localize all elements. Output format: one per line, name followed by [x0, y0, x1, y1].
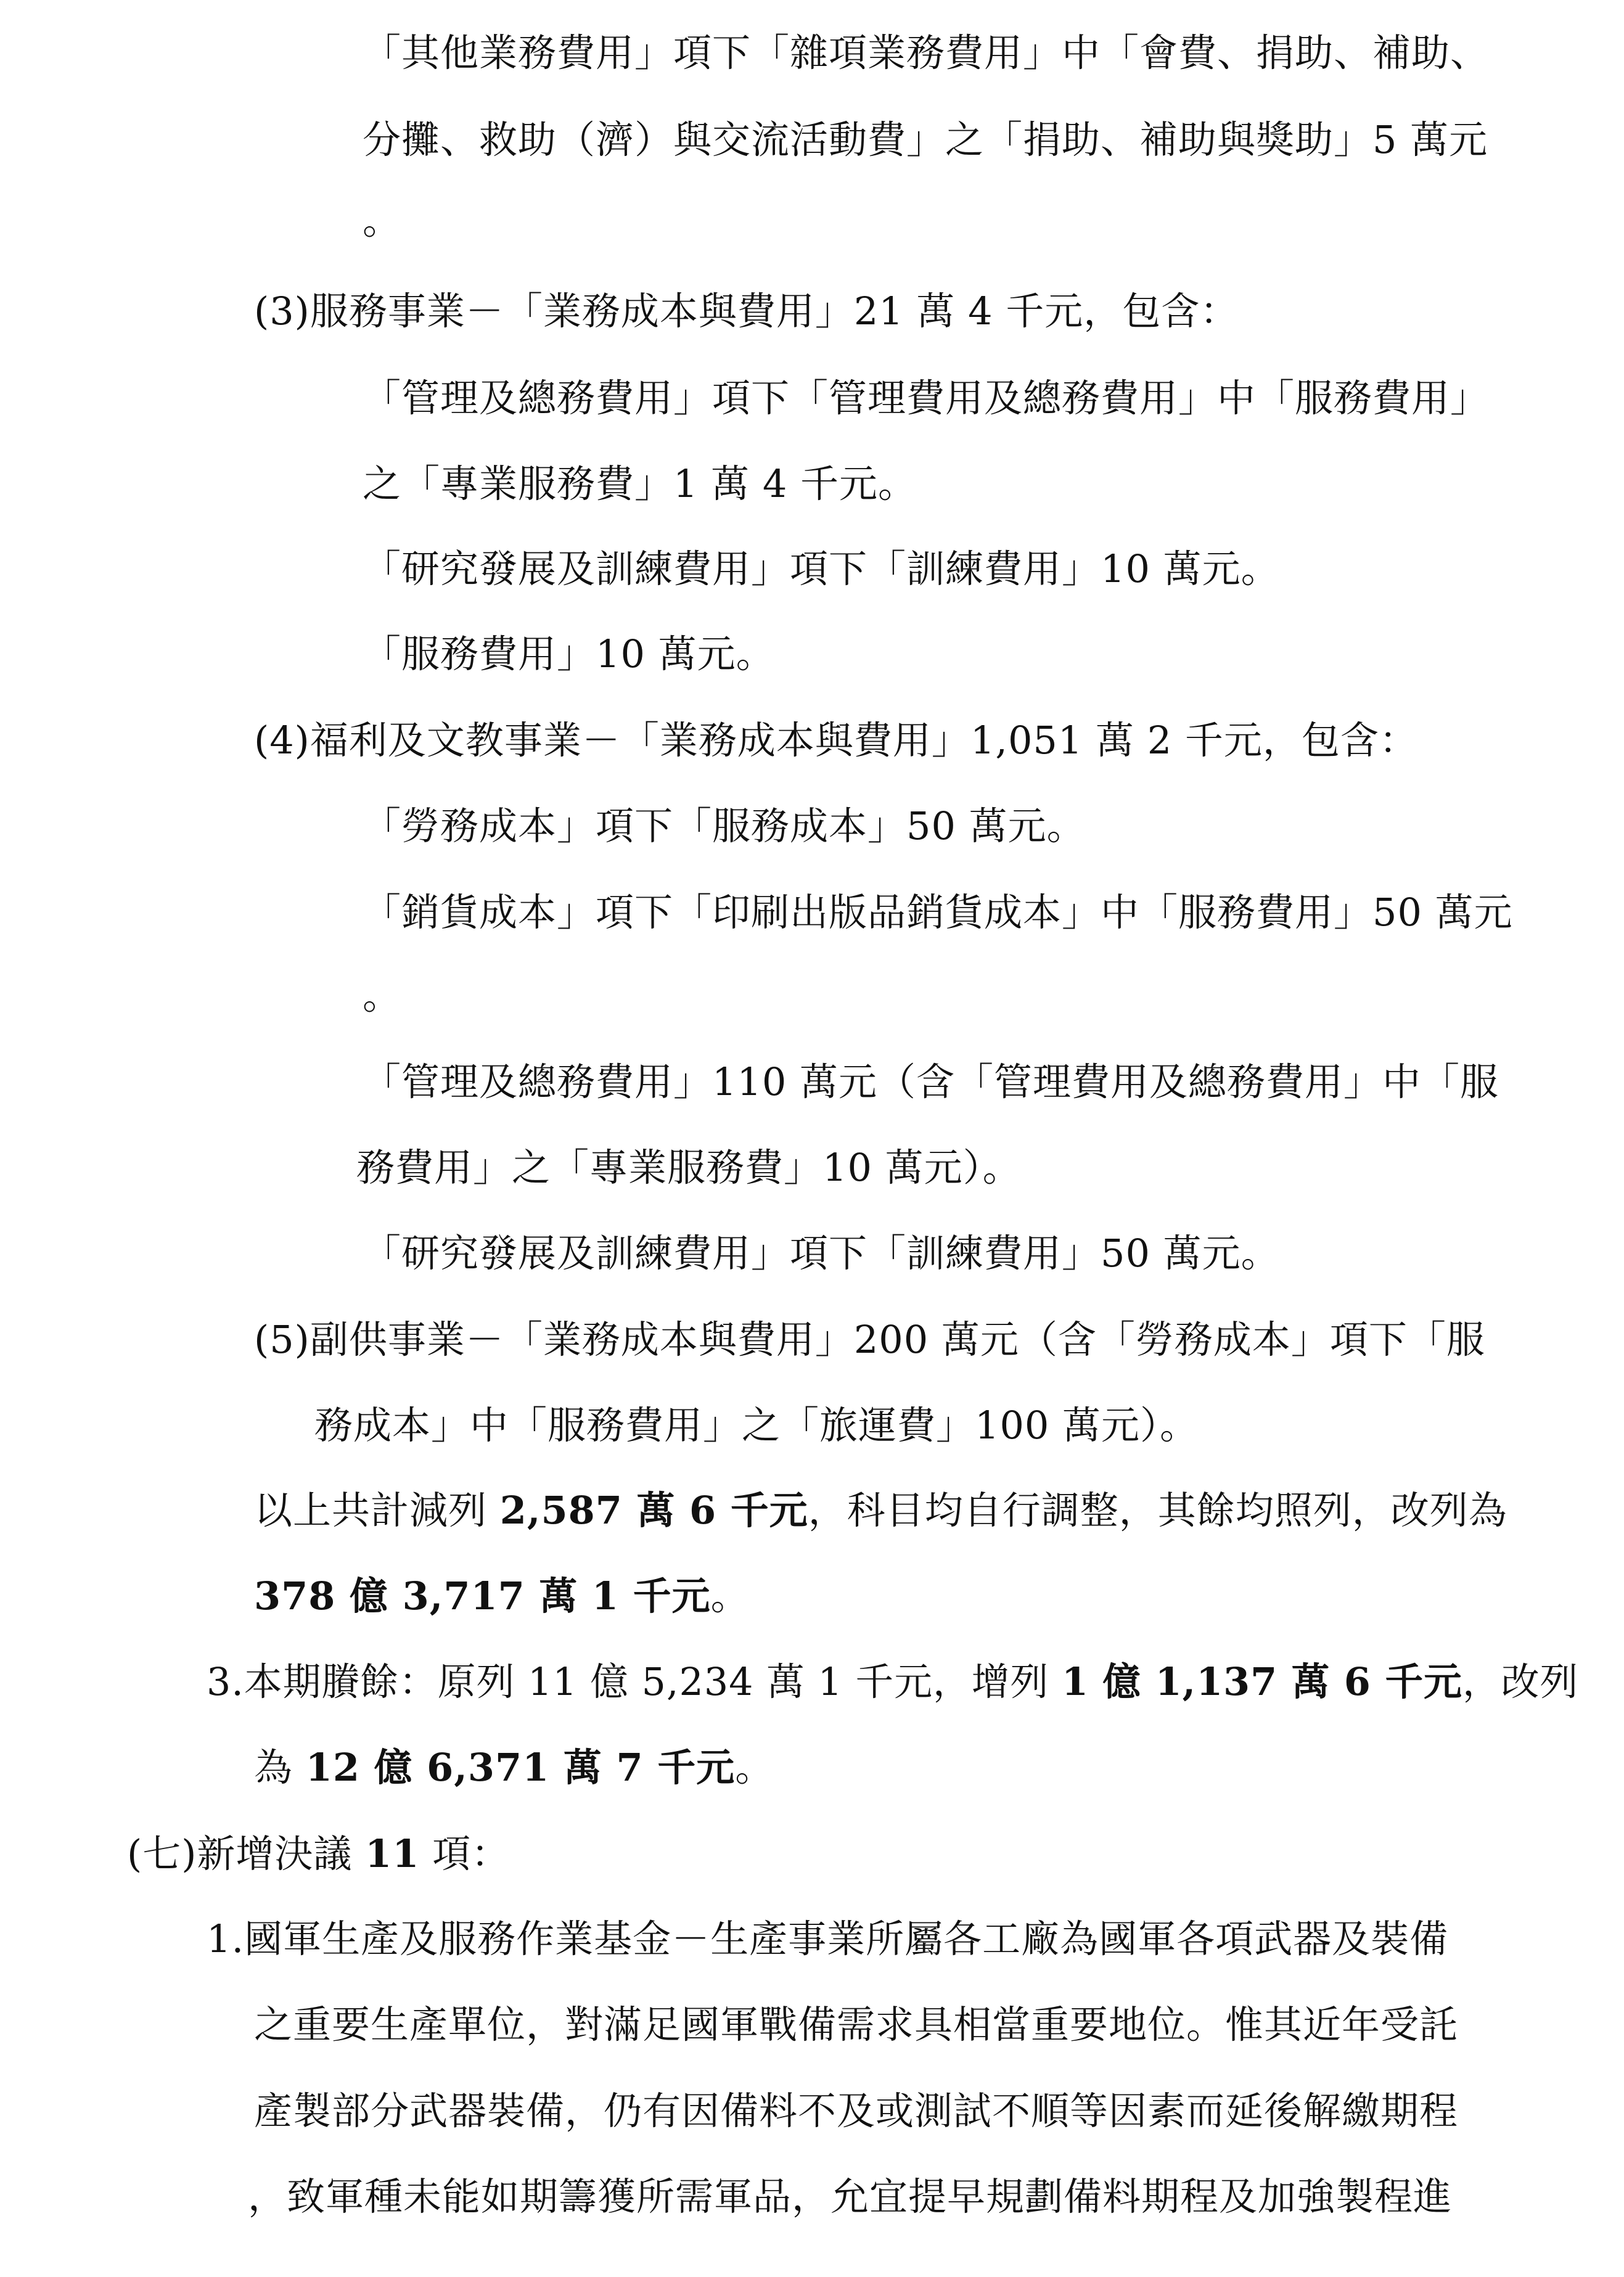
- item-5-heading: (5)副供事業－「業務成本與費用」200 萬元（含「勞務成本」項下「服: [254, 1317, 1485, 1362]
- resolutions-text: (七)新增決議: [127, 1831, 366, 1876]
- text-line-15: 「研究發展及訓練費用」項下「訓練費用」50 萬元。: [363, 1231, 1280, 1276]
- resolution-1-line-4: ，致軍種未能如期籌獲所需軍品，允宜提早規劃備料期程及加強製程進: [248, 2174, 1453, 2219]
- surplus-line-2: [254, 1743, 774, 1792]
- total-line-1: [254, 1486, 1507, 1535]
- resolution-1-line-1: 1.國軍生產及服務作業基金－生產事業所屬各工廠為國軍各項武器及裝備: [207, 1916, 1449, 1961]
- surplus-after: ，改列: [1462, 1659, 1579, 1704]
- text-line-12: 。: [363, 973, 402, 1018]
- resolutions-suffix: 項：: [419, 1831, 511, 1876]
- resolution-1-line-3: 產製部分武器裝備，仍有因備料不及或測試不順等因素而延後解繳期程: [254, 2088, 1459, 2133]
- item-3-heading: (3)服務事業－「業務成本與費用」21 萬 4 千元，包含：: [254, 289, 1239, 334]
- text-line-1: 「其他業務費用」項下「雜項業務費用」中「會費、捐助、補助、: [363, 30, 1490, 75]
- total-result: 378 億 3,717 萬 1 千元: [254, 1573, 711, 1619]
- resolutions-heading: [127, 1829, 510, 1879]
- text-line-3: 。: [363, 198, 402, 243]
- total-suffix: 。: [710, 1573, 750, 1619]
- text-line-7: 「研究發展及訓練費用」項下「訓練費用」10 萬元。: [363, 546, 1280, 591]
- surplus-line-1: [207, 1657, 1578, 1707]
- resolution-1-line-2: 之重要生產單位，對滿足國軍戰備需求具相當重要地位。惟其近年受託: [254, 2002, 1459, 2047]
- text-line-14: 務費用」之「專業服務費」10 萬元）。: [356, 1145, 1022, 1190]
- text-line-17: 務成本」中「服務費用」之「旅運費」100 萬元）。: [314, 1403, 1199, 1448]
- text-line-5: 「管理及總務費用」項下「管理費用及總務費用」中「服務費用」: [363, 375, 1490, 421]
- total-line-2: [254, 1572, 750, 1621]
- surplus-suffix: 。: [735, 1745, 774, 1790]
- text-line-13: 「管理及總務費用」110 萬元（含「管理費用及總務費用」中「服: [363, 1059, 1499, 1104]
- surplus-prefix: 為: [254, 1745, 306, 1790]
- text-line-6: 之「專業服務費」1 萬 4 千元。: [363, 461, 917, 506]
- text-line-8: 「服務費用」10 萬元。: [363, 631, 775, 676]
- surplus-increase: 1 億 1,137 萬 6 千元: [1061, 1659, 1462, 1704]
- item-4-heading: (4)福利及文教事業－「業務成本與費用」1,051 萬 2 千元，包含：: [254, 718, 1418, 763]
- text-line-10: 「勞務成本」項下「服務成本」50 萬元。: [363, 803, 1086, 848]
- surplus-text: 3.本期賸餘：原列 11 億 5,234 萬 1 千元，增列: [207, 1659, 1062, 1704]
- text-line-2: 分攤、救助（濟）與交流活動費」之「捐助、補助與獎助」5 萬元: [363, 117, 1488, 162]
- surplus-result: 12 億 6,371 萬 7 千元: [305, 1745, 736, 1790]
- total-middle: ，科目均自行調整，其餘均照列，改列為: [808, 1488, 1507, 1533]
- total-prefix: 以上共計減列: [254, 1488, 500, 1533]
- total-amount: 2,587 萬 6 千元: [499, 1488, 808, 1533]
- text-line-11: 「銷貨成本」項下「印刷出版品銷貨成本」中「服務費用」50 萬元: [363, 890, 1513, 935]
- resolutions-count: 11: [365, 1831, 420, 1876]
